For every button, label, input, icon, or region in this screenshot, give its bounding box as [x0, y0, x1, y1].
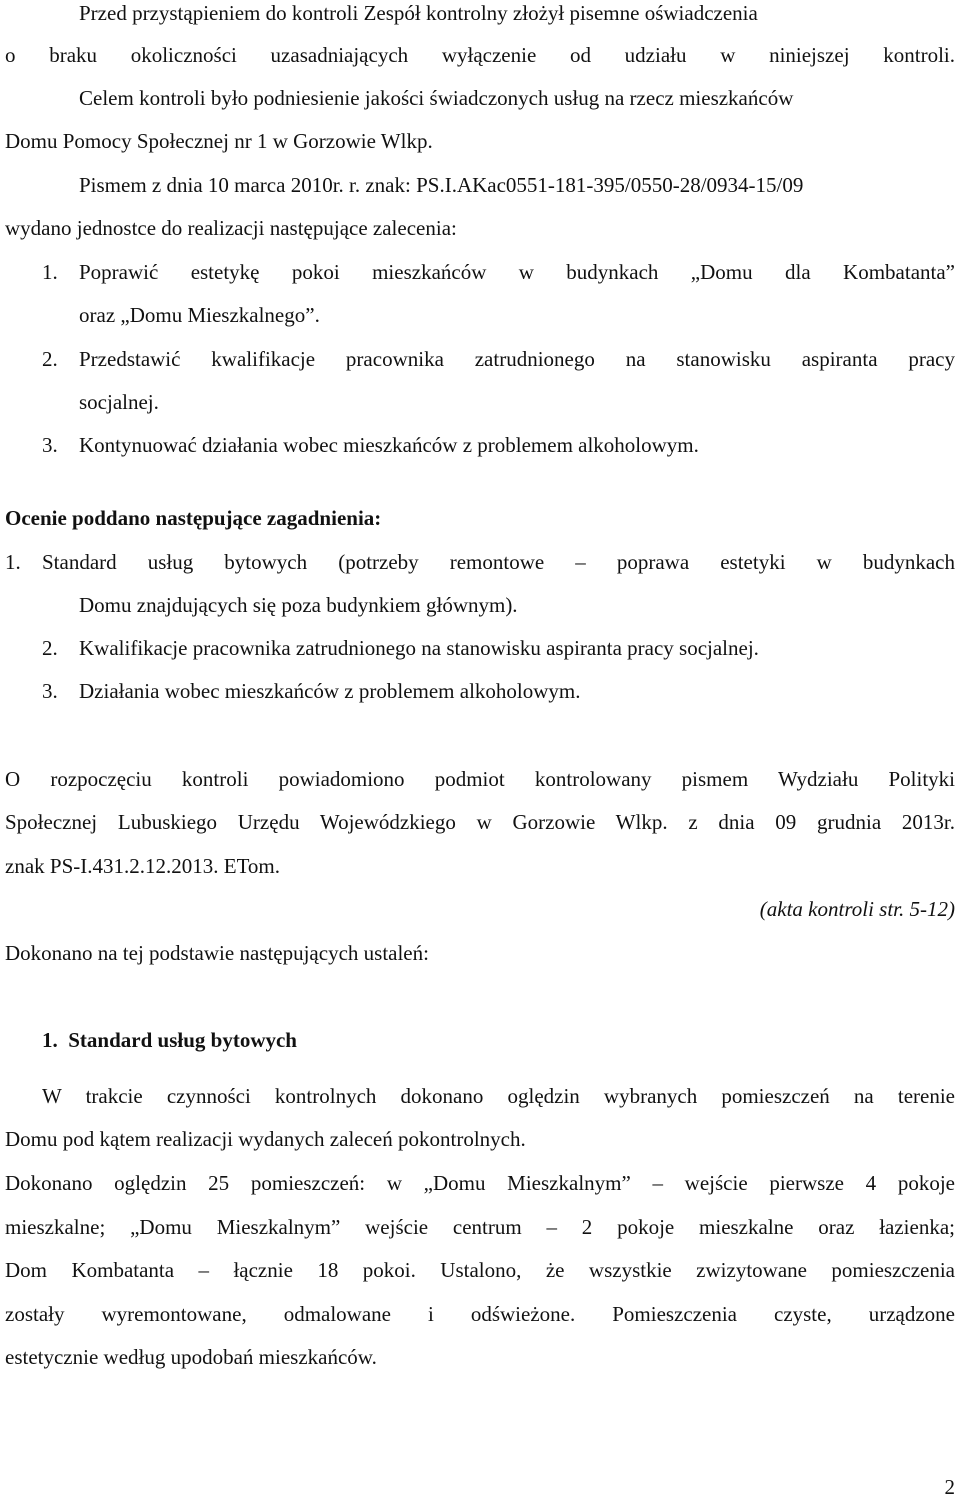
- notice-line-4: Dokonano na tej podstawie następujących ustaleń:: [5, 941, 429, 965]
- paragraph-line: estetycznie według upodobań mieszkańców.: [5, 1345, 377, 1369]
- list-item-continuation: socjalnej.: [79, 390, 159, 414]
- list-item-continuation: Domu znajdujących się poza budynkiem głównym).: [79, 593, 518, 617]
- paragraph-line: zostały wyremontowane, odmalowane i odświeżone. Pomieszczenia czyste, urządzone: [5, 1302, 955, 1326]
- list-item: Kwalifikacje pracownika zatrudnionego na stanowisku aspiranta pracy socjalnej.: [79, 636, 759, 660]
- list-item: Działania wobec mieszkańców z problemem alkoholowym.: [79, 679, 581, 703]
- list-item-number: 3.: [42, 679, 58, 703]
- paragraph-line: mieszkalne; „Domu Mieszkalnym” wejście centrum – 2 pokoje mieszkalne oraz łazienka;: [5, 1215, 955, 1239]
- list-item: Przedstawić kwalifikacje pracownika zatrudnionego na stanowisku aspiranta pracy: [79, 347, 955, 371]
- list-item: Kontynuować działania wobec mieszkańców z problemem alkoholowym.: [79, 433, 699, 457]
- list-item-number: 2.: [42, 636, 58, 660]
- assessment-heading: Ocenie poddano następujące zagadnienia:: [5, 506, 382, 530]
- list-item-number: 3.: [42, 433, 58, 457]
- list-item-number: 2.: [42, 347, 58, 371]
- page-number: 2: [944, 1475, 955, 1499]
- paragraph-line: Dokonano oględzin 25 pomieszczeń: w „Domu Mieszkalnym” – wejście pierwsze 4 pokoje: [5, 1171, 955, 1195]
- intro-line-3: Celem kontroli było podniesienie jakości świadczonych usług na rzecz mieszkańców: [79, 86, 794, 110]
- intro-line-4: Domu Pomocy Społecznej nr 1 w Gorzowie Wlkp.: [5, 129, 433, 153]
- section-heading: 1. Standard usług bytowych: [42, 1028, 297, 1052]
- paragraph-line: Domu pod kątem realizacji wydanych zaleceń pokontrolnych.: [5, 1127, 526, 1151]
- intro-line-1: Przed przystąpieniem do kontroli Zespół kontrolny złożył pisemne oświadczenia: [79, 1, 758, 25]
- intro-line-2: o braku okoliczności uzasadniających wyłączenie od udziału w niniejszej kontroli.: [5, 43, 955, 67]
- notice-line-2: Społecznej Lubuskiego Urzędu Wojewódzkiego w Gorzowie Wlkp. z dnia 09 grudnia 2013r.: [5, 810, 955, 834]
- list-item: Poprawić estetykę pokoi mieszkańców w budynkach „Domu dla Kombatanta”: [79, 260, 955, 284]
- list-item-number: 1.: [5, 550, 21, 574]
- notice-line-3: znak PS-I.431.2.12.2013. ETom.: [5, 854, 281, 878]
- list-item-continuation: oraz „Domu Mieszkalnego”.: [79, 303, 320, 327]
- notice-line-1: O rozpoczęciu kontroli powiadomiono podmiot kontrolowany pismem Wydziału Polityki: [5, 767, 955, 791]
- intro-line-6: wydano jednostce do realizacji następujące zalecenia:: [5, 216, 457, 240]
- document-reference: (akta kontroli str. 5-12): [759, 897, 955, 921]
- paragraph-line: Dom Kombatanta – łącznie 18 pokoi. Ustalono, że wszystkie zwizytowane pomieszczenia: [5, 1258, 955, 1282]
- paragraph-line: W trakcie czynności kontrolnych dokonano oględzin wybranych pomieszczeń na terenie: [42, 1084, 955, 1108]
- intro-line-5: Pismem z dnia 10 marca 2010r. r. znak: PS.I.AKac0551-181-395/0550-28/0934-15/09: [79, 173, 804, 197]
- list-item: Standard usług bytowych (potrzeby remontowe – poprawa estetyki w budynkach: [42, 550, 955, 574]
- list-item-number: 1.: [42, 260, 58, 284]
